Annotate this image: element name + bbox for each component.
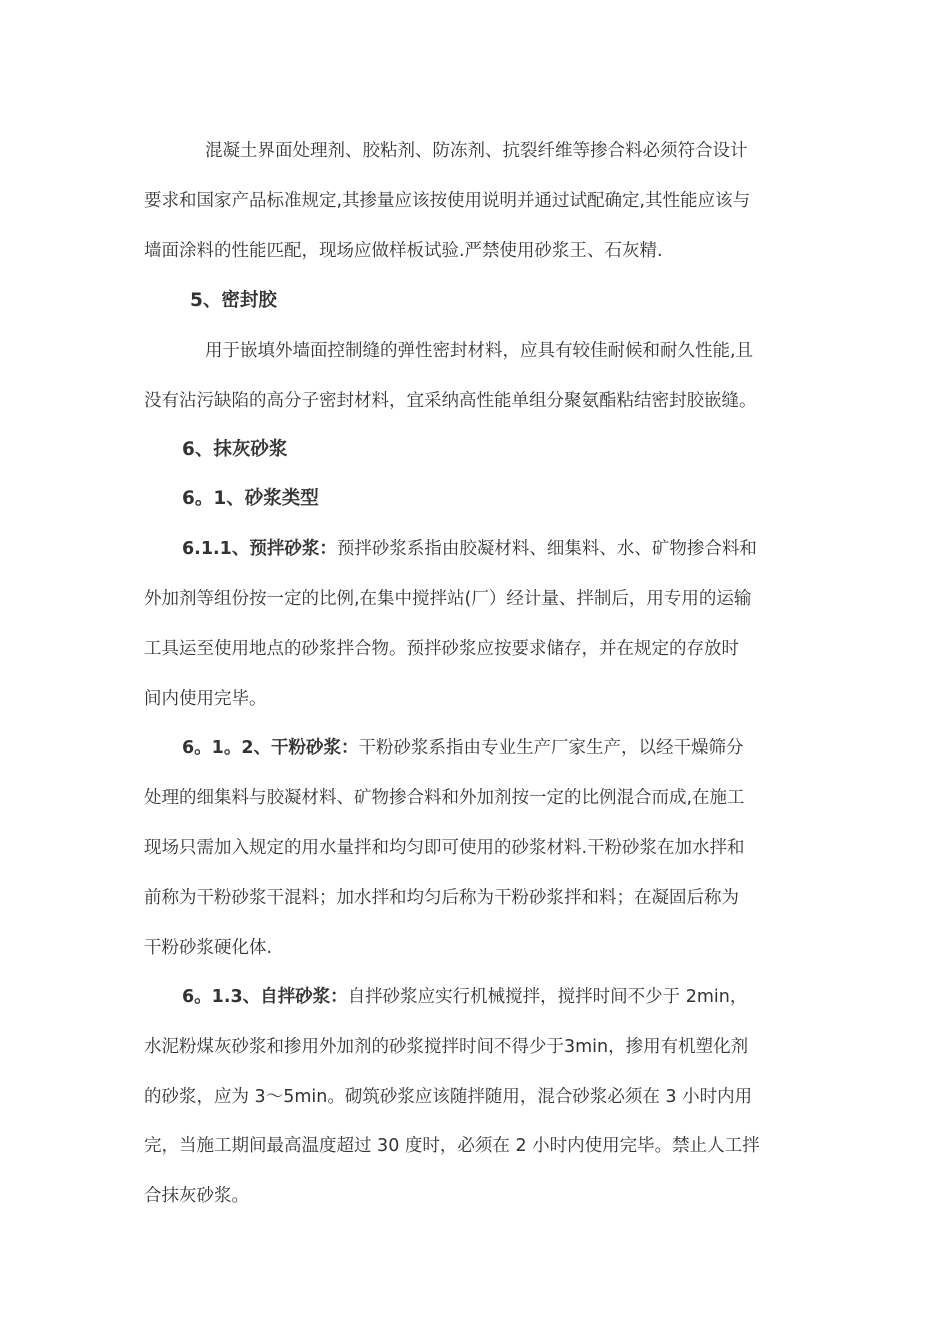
premix-mortar-line-3: 工具运至使用地点的砂浆拌合物。预拌砂浆应按要求储存，并在规定的存放时: [144, 639, 739, 659]
dry-mortar-line-1: [182, 736, 744, 760]
premix-mortar-line-1: [182, 537, 757, 561]
premix-mortar-line-4: 间内使用完毕。: [144, 689, 267, 709]
site-mixed-mortar-line-5: 合抹灰砂浆。: [144, 1186, 249, 1206]
site-mixed-mortar-line-2: 水泥粉煤灰砂浆和掺用外加剂的砂浆搅拌时间不得少于3min，掺用有机塑化剂: [144, 1037, 749, 1057]
paragraph-admixture-line-2: 要求和国家产品标准规定,其掺量应该按使用说明并通过试配确定,其性能应该与: [144, 191, 751, 211]
premix-mortar-line-2: 外加剂等组份按一定的比例,在集中搅拌站(厂）经计量、拌制后，用专用的运输: [144, 589, 752, 609]
site-mixed-mortar-line-3: 的砂浆，应为 3～5min。砌筑砂浆应该随拌随用，混合砂浆必须在 3 小时内用: [144, 1087, 753, 1107]
dry-mortar-line-2: 处理的细集料与胶凝材料、矿物掺合料和外加剂按一定的比例混合而成,在施工: [144, 788, 745, 808]
dry-mortar-line-3: 现场只需加入规定的用水量拌和均匀即可使用的砂浆材料.干粉砂浆在加水拌和: [144, 838, 745, 858]
premix-mortar-text: 预拌砂浆系指由胶凝材料、细集料、水、矿物掺合料和: [336, 539, 757, 559]
dry-mortar-label: 6。1。2、干粉砂浆：: [182, 738, 359, 758]
dry-mortar-line-5: 干粉砂浆硬化体.: [144, 938, 273, 958]
site-mixed-mortar-line-4: 完，当施工期间最高温度超过 30 度时，必须在 2 小时内使用完毕。禁止人工拌: [144, 1136, 760, 1156]
paragraph-admixture-line-3: 墙面涂料的性能匹配，现场应做样板试验.严禁使用砂浆王、石灰精.: [144, 241, 663, 261]
dry-mortar-text: 干粉砂浆系指由专业生产厂家生产，以经干燥筛分: [358, 738, 744, 758]
heading-sealant: 5、密封胶: [190, 290, 277, 311]
paragraph-sealant-line-1: 用于嵌填外墙面控制缝的弹性密封材料，应具有较佳耐候和耐久性能,且: [205, 341, 754, 361]
heading-mortar-types: 6。1、砂浆类型: [182, 488, 319, 509]
paragraph-sealant-line-2: 没有沾污缺陷的高分子密封材料，宜采纳高性能单组分聚氨酯粘结密封胶嵌缝。: [144, 391, 757, 411]
site-mixed-mortar-line-1: [182, 985, 747, 1009]
site-mixed-mortar-label: 6。1.3、自拌砂浆：: [182, 987, 348, 1007]
site-mixed-mortar-text: 自拌砂浆应实行机械搅拌，搅拌时间不少于 2min，: [347, 987, 748, 1007]
premix-mortar-label: 6.1.1、预拌砂浆：: [182, 539, 337, 559]
dry-mortar-line-4: 前称为干粉砂浆干混料；加水拌和均匀后称为干粉砂浆拌和料；在凝固后称为: [144, 888, 739, 908]
paragraph-admixture-line-1: 混凝土界面处理剂、胶粘剂、防冻剂、抗裂纤维等掺合料必须符合设计: [205, 141, 748, 161]
heading-plaster-mortar: 6、抹灰砂浆: [182, 439, 288, 460]
